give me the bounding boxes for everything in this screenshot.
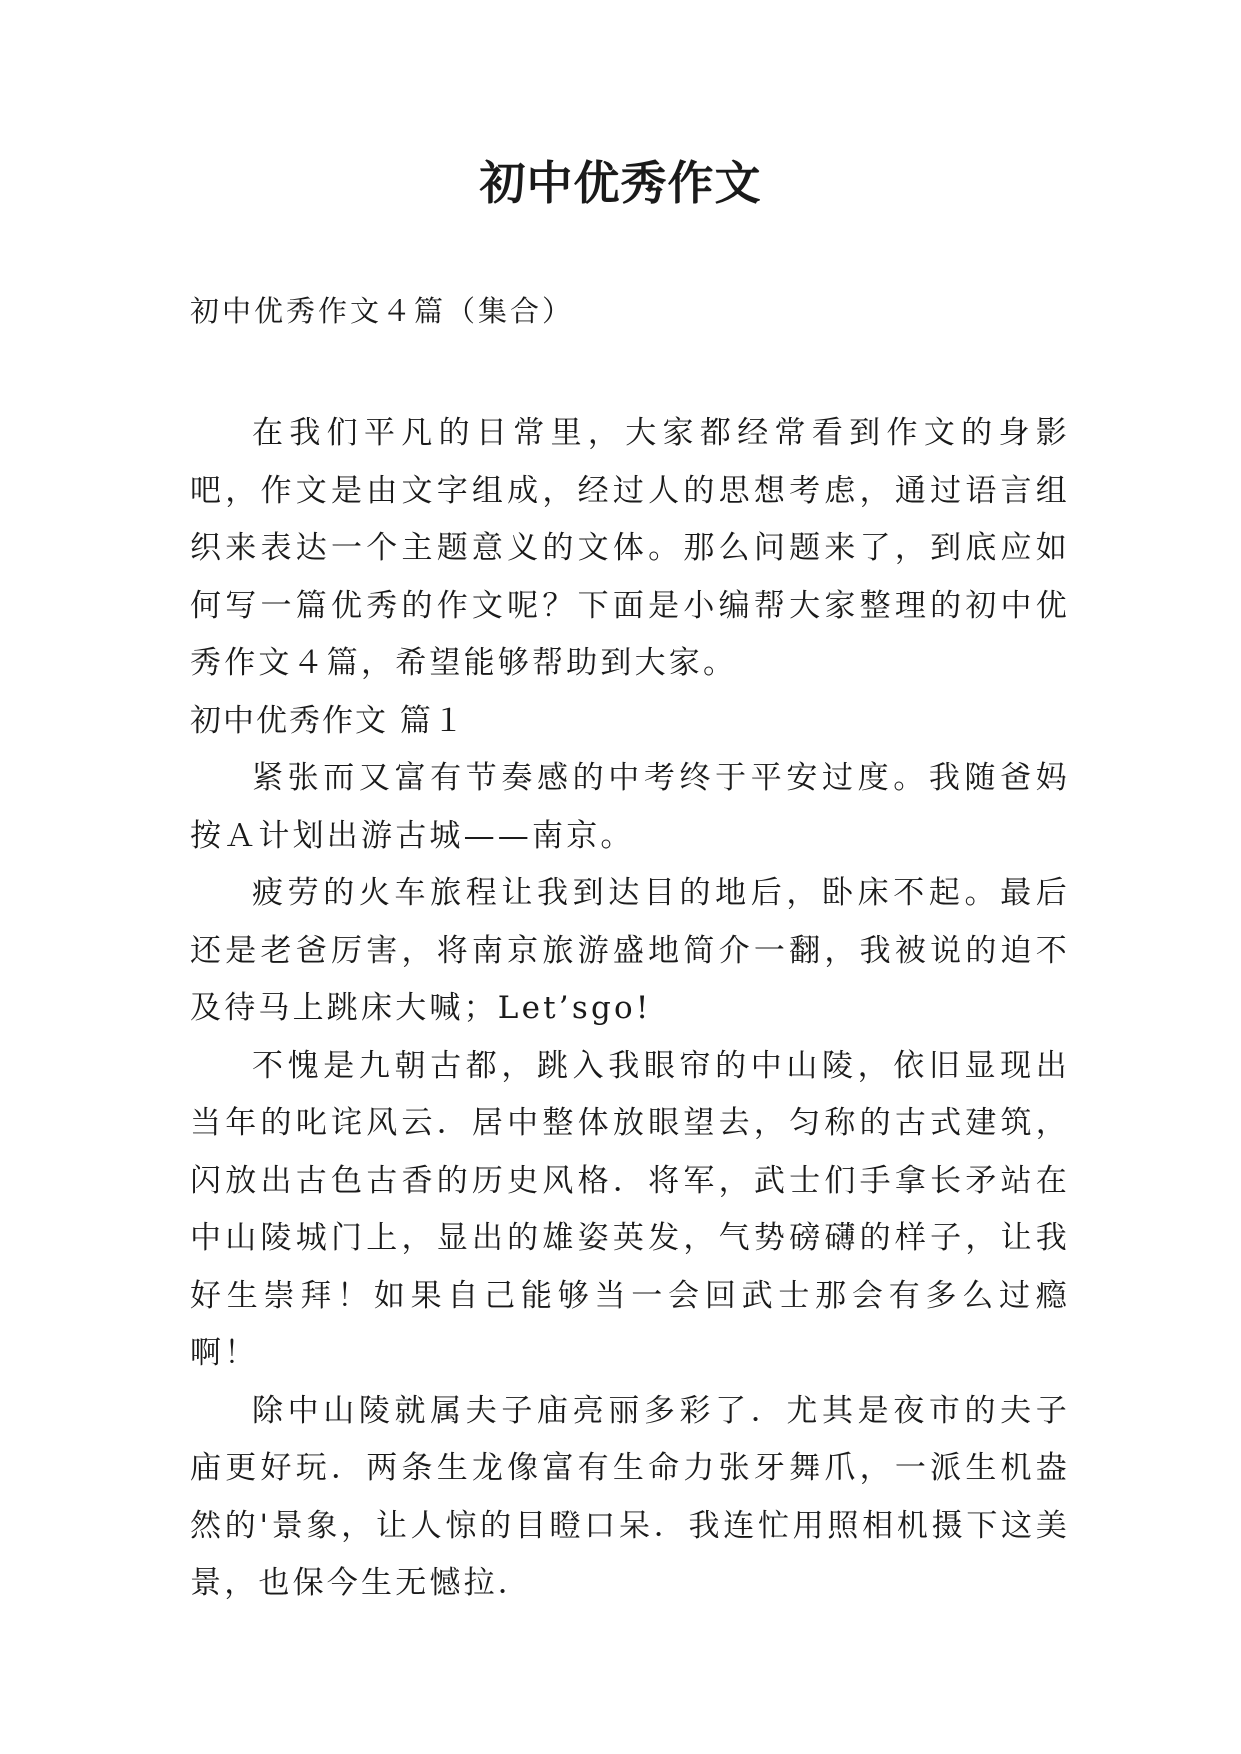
document-title: 初中优秀作文 [479,156,762,210]
section-heading: 初中优秀作文 篇１ [190,702,466,739]
body-paragraph: 除中山陵就属夫子庙亮丽多彩了．尤其是夜市的夫子庙更好玩．两条生龙像富有生命力张牙舞爪，一派生机盎然的'景象，让人惊的目瞪口呆．我连忙用照相机摄下这美景，也保今生无憾拉． [190,1392,1070,1601]
body-paragraph: 紧张而又富有节奏感的中考终于平安过度。我随爸妈按Ａ计划出游古城——南京。 [190,760,1070,854]
document-body [190,405,1070,1613]
document-subtitle: 初中优秀作文４篇（集合） [190,294,575,328]
intro-paragraph: 在我们平凡的日常里，大家都经常看到作文的身影吧，作文是由文字组成，经过人的思想考虑，通过语言组织来表达一个主题意义的文体。那么问题来了，到底应如何写一篇优秀的作文呢？下面是小编帮大家整理的初中优秀作文４篇，希望能够帮助到大家。 [190,415,1070,681]
body-paragraph: 疲劳的火车旅程让我到达目的地后，卧床不起。最后还是老爸厉害，将南京旅游盛地简介一翻，我被说的迫不及待马上跳床大喊；Let’sgo! [190,875,1070,1026]
body-paragraph: 不愧是九朝古都，跳入我眼帘的中山陵，依旧显现出当年的叱诧风云．居中整体放眼望去，匀称的古式建筑，闪放出古色古香的历史风格．将军，武士们手拿长矛站在中山陵城门上，显出的雄姿英发，气势磅礴的样子，让我好生崇拜！如果自己能够当一会回武士那会有多么过瘾啊！ [190,1047,1070,1371]
